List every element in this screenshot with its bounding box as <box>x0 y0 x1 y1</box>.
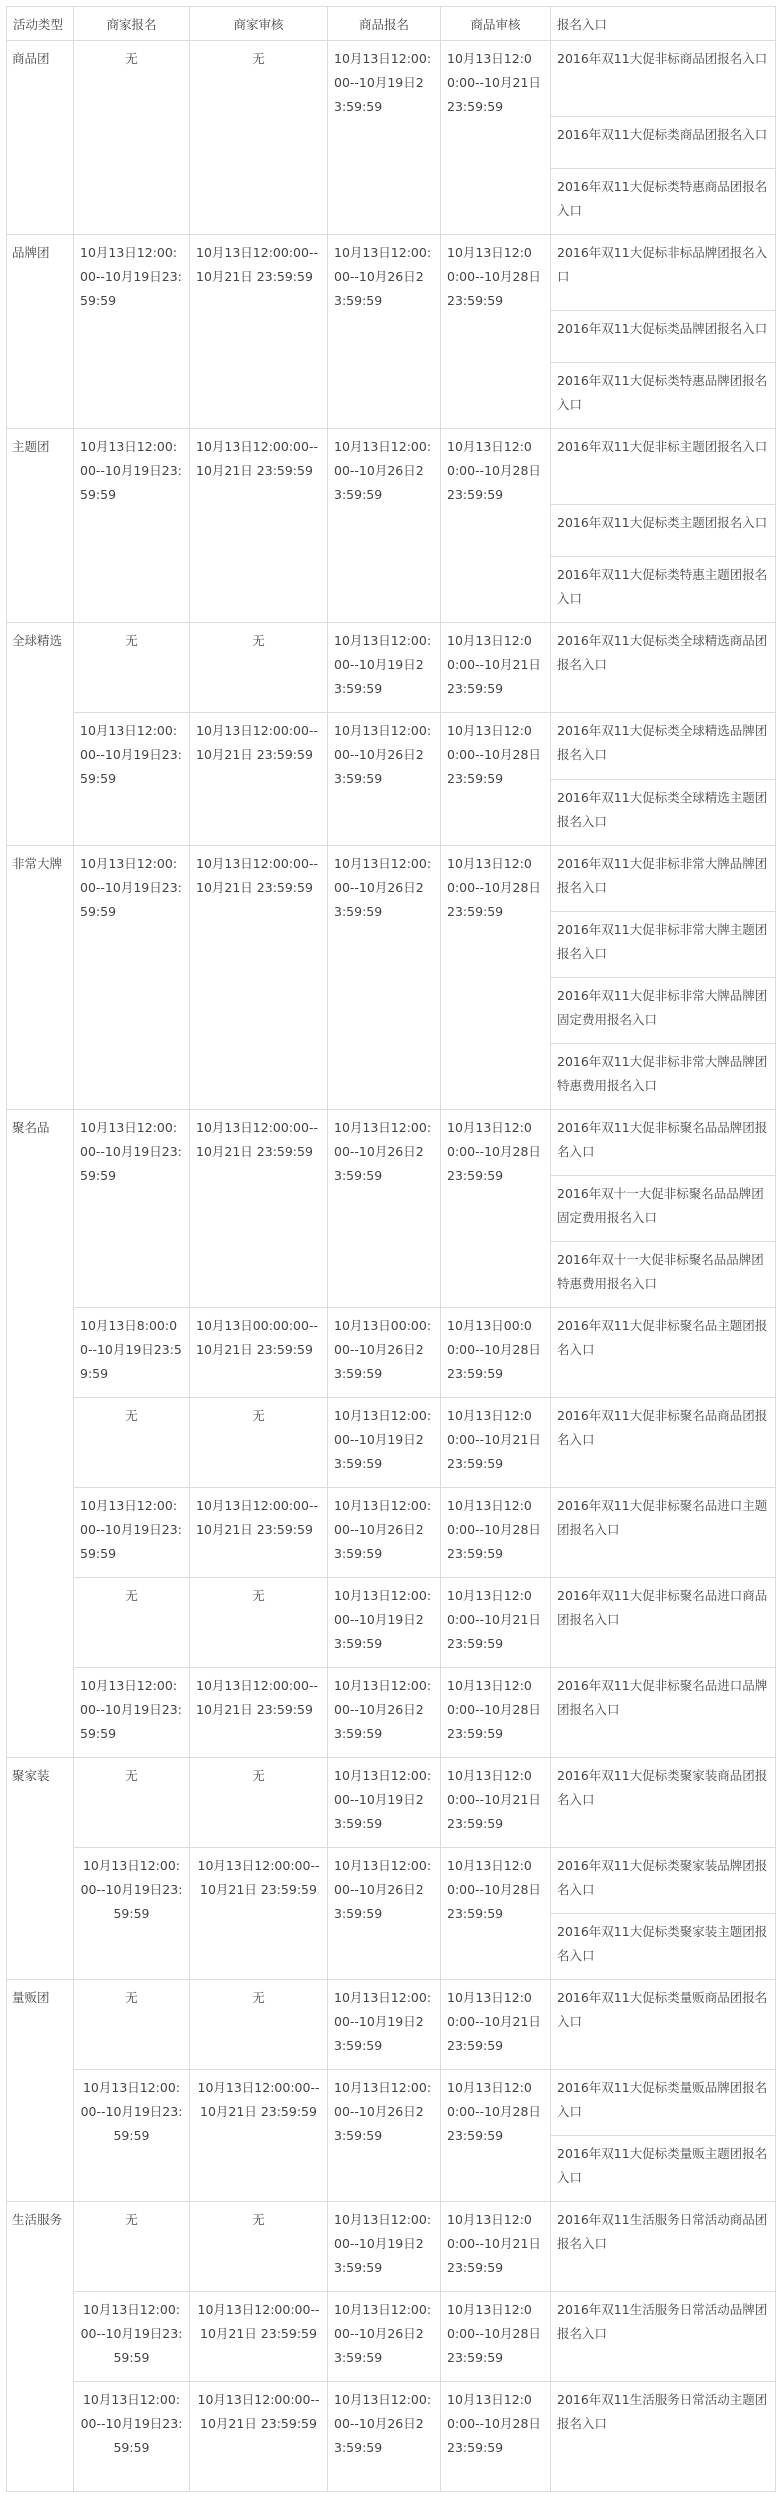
product-registration-cell: 10月13日12:00:00--10月26日23:59:59 <box>328 2292 441 2382</box>
registration-entry-link[interactable]: 2016年双11大促标类特惠商品团报名入口 <box>551 169 776 235</box>
merchant-registration-cell: 10月13日12:00:00--10月19日23:59:59 <box>74 1668 190 1758</box>
product-registration-cell: 10月13日12:00:00--10月26日23:59:59 <box>328 235 441 429</box>
product-review-cell: 10月13日12:00:00--10月28日23:59:59 <box>441 2382 551 2492</box>
product-registration-cell: 10月13日12:00:00--10月26日23:59:59 <box>328 429 441 623</box>
product-registration-cell: 10月13日12:00:00--10月26日23:59:59 <box>328 2382 441 2492</box>
registration-entry-link[interactable]: 2016年双11生活服务日常活动主题团报名入口 <box>551 2382 776 2492</box>
product-registration-cell: 10月13日12:00:00--10月19日23:59:59 <box>328 1980 441 2070</box>
registration-entry-link[interactable]: 2016年双11大促非标商品团报名入口 <box>551 41 776 117</box>
product-review-cell: 10月13日12:00:00--10月28日23:59:59 <box>441 2292 551 2382</box>
registration-entry-link[interactable]: 2016年双11大促标类品牌团报名入口 <box>551 311 776 363</box>
merchant-review-cell: 无 <box>190 1758 328 1848</box>
product-review-cell: 10月13日12:00:00--10月21日23:59:59 <box>441 1398 551 1488</box>
table-row <box>7 1848 776 1914</box>
registration-entry-link[interactable]: 2016年双11大促标类全球精选商品团报名入口 <box>551 623 776 713</box>
merchant-review-cell: 无 <box>190 623 328 713</box>
table-row <box>7 1980 776 2070</box>
registration-entry-link[interactable]: 2016年双11大促标类量贩商品团报名入口 <box>551 1980 776 2070</box>
product-registration-cell: 10月13日12:00:00--10月26日23:59:59 <box>328 2070 441 2202</box>
product-review-cell: 10月13日12:00:00--10月28日23:59:59 <box>441 846 551 1110</box>
header-product-registration: 商品报名 <box>328 7 441 41</box>
merchant-review-cell: 无 <box>190 1578 328 1668</box>
product-registration-cell: 10月13日12:00:00--10月19日23:59:59 <box>328 2202 441 2292</box>
registration-entry-link[interactable]: 2016年双11大促非标主题团报名入口 <box>551 429 776 505</box>
table-row <box>7 2202 776 2292</box>
registration-entry-link[interactable]: 2016年双11大促标类聚家装品牌团报名入口 <box>551 1848 776 1914</box>
registration-entry-link[interactable]: 2016年双11大促标类聚家装商品团报名入口 <box>551 1758 776 1848</box>
merchant-registration-cell: 10月13日12:00:00--10月19日23:59:59 <box>74 2292 190 2382</box>
merchant-registration-cell: 10月13日12:00:00--10月19日23:59:59 <box>74 1110 190 1308</box>
merchant-review-cell: 10月13日12:00:00--10月21日 23:59:59 <box>190 2382 328 2492</box>
product-review-cell: 10月13日12:00:00--10月21日23:59:59 <box>441 623 551 713</box>
table-row <box>7 1578 776 1668</box>
merchant-review-cell: 10月13日12:00:00--10月21日 23:59:59 <box>190 1488 328 1578</box>
table-row <box>7 1110 776 1176</box>
table-row <box>7 2382 776 2492</box>
header-entry: 报名入口 <box>551 7 776 41</box>
table-header-row <box>7 7 776 41</box>
registration-entry-link[interactable]: 2016年双11大促标类商品团报名入口 <box>551 117 776 169</box>
header-product-review: 商品审核 <box>441 7 551 41</box>
registration-entry-link[interactable]: 2016年双11大促非标非常大牌品牌团固定费用报名入口 <box>551 978 776 1044</box>
merchant-registration-cell: 无 <box>74 1980 190 2070</box>
product-registration-cell: 10月13日12:00:00--10月26日23:59:59 <box>328 713 441 846</box>
registration-entry-link[interactable]: 2016年双11大促标类量贩品牌团报名入口 <box>551 2070 776 2136</box>
activity-table <box>6 6 776 2492</box>
product-review-cell: 10月13日12:00:00--10月28日23:59:59 <box>441 1668 551 1758</box>
merchant-registration-cell: 10月13日12:00:00--10月19日23:59:59 <box>74 1488 190 1578</box>
table-row <box>7 41 776 117</box>
product-review-cell: 10月13日12:00:00--10月28日23:59:59 <box>441 1488 551 1578</box>
registration-entry-link[interactable]: 2016年双11生活服务日常活动商品团报名入口 <box>551 2202 776 2292</box>
merchant-registration-cell: 无 <box>74 2202 190 2292</box>
product-registration-cell: 10月13日00:00:00--10月26日23:59:59 <box>328 1308 441 1398</box>
merchant-review-cell: 10月13日00:00:00--10月21日 23:59:59 <box>190 1308 328 1398</box>
header-merchant-review: 商家审核 <box>190 7 328 41</box>
merchant-review-cell: 10月13日12:00:00--10月21日 23:59:59 <box>190 713 328 846</box>
activity-type-cell: 全球精选 <box>7 623 74 846</box>
merchant-registration-cell: 无 <box>74 1758 190 1848</box>
product-review-cell: 10月13日12:00:00--10月21日23:59:59 <box>441 1758 551 1848</box>
table-row <box>7 2070 776 2136</box>
merchant-registration-cell: 10月13日12:00:00--10月19日23:59:59 <box>74 713 190 846</box>
registration-entry-link[interactable]: 2016年双11大促标类量贩主题团报名入口 <box>551 2136 776 2202</box>
registration-entry-link[interactable]: 2016年双11大促标类全球精选主题团报名入口 <box>551 780 776 846</box>
product-registration-cell: 10月13日12:00:00--10月19日23:59:59 <box>328 1578 441 1668</box>
registration-entry-link[interactable]: 2016年双11大促标类主题团报名入口 <box>551 505 776 557</box>
registration-entry-link[interactable]: 2016年双11大促非标非常大牌品牌团报名入口 <box>551 846 776 912</box>
table-row <box>7 1758 776 1848</box>
merchant-review-cell: 10月13日12:00:00--10月21日 23:59:59 <box>190 235 328 429</box>
merchant-review-cell: 10月13日12:00:00--10月21日 23:59:59 <box>190 846 328 1110</box>
table-row <box>7 846 776 912</box>
merchant-registration-cell: 无 <box>74 1398 190 1488</box>
merchant-review-cell: 无 <box>190 41 328 235</box>
merchant-registration-cell: 无 <box>74 41 190 235</box>
registration-entry-link[interactable]: 2016年双十一大促非标聚名品品牌团特惠费用报名入口 <box>551 1242 776 1308</box>
registration-entry-link[interactable]: 2016年双11大促非标非常大牌主题团报名入口 <box>551 912 776 978</box>
product-review-cell: 10月13日12:00:00--10月28日23:59:59 <box>441 713 551 846</box>
product-registration-cell: 10月13日12:00:00--10月26日23:59:59 <box>328 1668 441 1758</box>
registration-entry-link[interactable]: 2016年双11大促非标聚名品主题团报名入口 <box>551 1308 776 1398</box>
product-registration-cell: 10月13日12:00:00--10月19日23:59:59 <box>328 1398 441 1488</box>
registration-entry-link[interactable]: 2016年双11大促标非标品牌团报名入口 <box>551 235 776 311</box>
merchant-registration-cell: 10月13日12:00:00--10月19日23:59:59 <box>74 235 190 429</box>
merchant-review-cell: 10月13日12:00:00--10月21日 23:59:59 <box>190 1668 328 1758</box>
merchant-registration-cell: 10月13日12:00:00--10月19日23:59:59 <box>74 2070 190 2202</box>
registration-entry-link[interactable]: 2016年双11大促标类聚家装主题团报名入口 <box>551 1914 776 1980</box>
activity-type-cell: 生活服务 <box>7 2202 74 2492</box>
merchant-review-cell: 无 <box>190 1398 328 1488</box>
product-registration-cell: 10月13日12:00:00--10月26日23:59:59 <box>328 1488 441 1578</box>
activity-type-cell: 聚家装 <box>7 1758 74 1980</box>
activity-type-cell: 聚名品 <box>7 1110 74 1758</box>
registration-entry-link[interactable]: 2016年双11生活服务日常活动品牌团报名入口 <box>551 2292 776 2382</box>
activity-type-cell: 主题团 <box>7 429 74 623</box>
merchant-review-cell: 10月13日12:00:00--10月21日 23:59:59 <box>190 2292 328 2382</box>
table-row <box>7 1308 776 1398</box>
product-review-cell: 10月13日12:00:00--10月28日23:59:59 <box>441 235 551 429</box>
merchant-review-cell: 10月13日12:00:00--10月21日 23:59:59 <box>190 1110 328 1308</box>
header-merchant-registration: 商家报名 <box>74 7 190 41</box>
product-review-cell: 10月13日12:00:00--10月28日23:59:59 <box>441 429 551 623</box>
table-row <box>7 2292 776 2382</box>
product-registration-cell: 10月13日12:00:00--10月26日23:59:59 <box>328 846 441 1110</box>
registration-entry-link[interactable]: 2016年双11大促标类特惠主题团报名入口 <box>551 557 776 623</box>
product-registration-cell: 10月13日12:00:00--10月26日23:59:59 <box>328 1848 441 1980</box>
registration-entry-link[interactable]: 2016年双十一大促非标聚名品品牌团固定费用报名入口 <box>551 1176 776 1242</box>
product-registration-cell: 10月13日12:00:00--10月26日23:59:59 <box>328 1110 441 1308</box>
activity-type-cell: 非常大牌 <box>7 846 74 1110</box>
product-review-cell: 10月13日00:00:00--10月28日23:59:59 <box>441 1308 551 1398</box>
registration-entry-link[interactable]: 2016年双11大促非标聚名品进口商品团报名入口 <box>551 1578 776 1668</box>
product-registration-cell: 10月13日12:00:00--10月19日23:59:59 <box>328 41 441 235</box>
merchant-registration-cell: 10月13日12:00:00--10月19日23:59:59 <box>74 2382 190 2492</box>
registration-entry-link[interactable]: 2016年双11大促非标聚名品进口品牌团报名入口 <box>551 1668 776 1758</box>
table-row <box>7 429 776 505</box>
merchant-registration-cell: 无 <box>74 1578 190 1668</box>
product-registration-cell: 10月13日12:00:00--10月19日23:59:59 <box>328 1758 441 1848</box>
table-row <box>7 623 776 713</box>
header-activity-type: 活动类型 <box>7 7 74 41</box>
product-registration-cell: 10月13日12:00:00--10月19日23:59:59 <box>328 623 441 713</box>
table-row <box>7 235 776 311</box>
activity-type-cell: 品牌团 <box>7 235 74 429</box>
registration-entry-link[interactable]: 2016年双11大促非标聚名品进口主题团报名入口 <box>551 1488 776 1578</box>
merchant-review-cell: 10月13日12:00:00--10月21日 23:59:59 <box>190 2070 328 2202</box>
product-review-cell: 10月13日12:00:00--10月28日23:59:59 <box>441 1848 551 1980</box>
product-review-cell: 10月13日12:00:00--10月28日23:59:59 <box>441 2070 551 2202</box>
registration-entry-link[interactable]: 2016年双11大促非标聚名品品牌团报名入口 <box>551 1110 776 1176</box>
merchant-registration-cell: 10月13日8:00:00--10月19日23:59:59 <box>74 1308 190 1398</box>
merchant-review-cell: 无 <box>190 1980 328 2070</box>
product-review-cell: 10月13日12:00:00--10月21日23:59:59 <box>441 1980 551 2070</box>
product-review-cell: 10月13日12:00:00--10月21日23:59:59 <box>441 2202 551 2292</box>
merchant-review-cell: 10月13日12:00:00--10月21日 23:59:59 <box>190 429 328 623</box>
table-body <box>7 41 776 2492</box>
merchant-registration-cell: 无 <box>74 623 190 713</box>
table-row <box>7 713 776 780</box>
merchant-review-cell: 无 <box>190 2202 328 2292</box>
product-review-cell: 10月13日12:00:00--10月28日23:59:59 <box>441 1110 551 1308</box>
table-row <box>7 1398 776 1488</box>
registration-entry-link[interactable]: 2016年双11大促标类全球精选品牌团报名入口 <box>551 713 776 780</box>
registration-entry-link[interactable]: 2016年双11大促非标聚名品商品团报名入口 <box>551 1398 776 1488</box>
registration-entry-link[interactable]: 2016年双11大促非标非常大牌品牌团特惠费用报名入口 <box>551 1044 776 1110</box>
merchant-registration-cell: 10月13日12:00:00--10月19日23:59:59 <box>74 1848 190 1980</box>
merchant-review-cell: 10月13日12:00:00--10月21日 23:59:59 <box>190 1848 328 1980</box>
table-row <box>7 1488 776 1578</box>
merchant-registration-cell: 10月13日12:00:00--10月19日23:59:59 <box>74 429 190 623</box>
product-review-cell: 10月13日12:00:00--10月21日23:59:59 <box>441 41 551 235</box>
activity-type-cell: 商品团 <box>7 41 74 235</box>
product-review-cell: 10月13日12:00:00--10月21日23:59:59 <box>441 1578 551 1668</box>
registration-entry-link[interactable]: 2016年双11大促标类特惠品牌团报名入口 <box>551 363 776 429</box>
table-row <box>7 1668 776 1758</box>
activity-type-cell: 量贩团 <box>7 1980 74 2202</box>
merchant-registration-cell: 10月13日12:00:00--10月19日23:59:59 <box>74 846 190 1110</box>
